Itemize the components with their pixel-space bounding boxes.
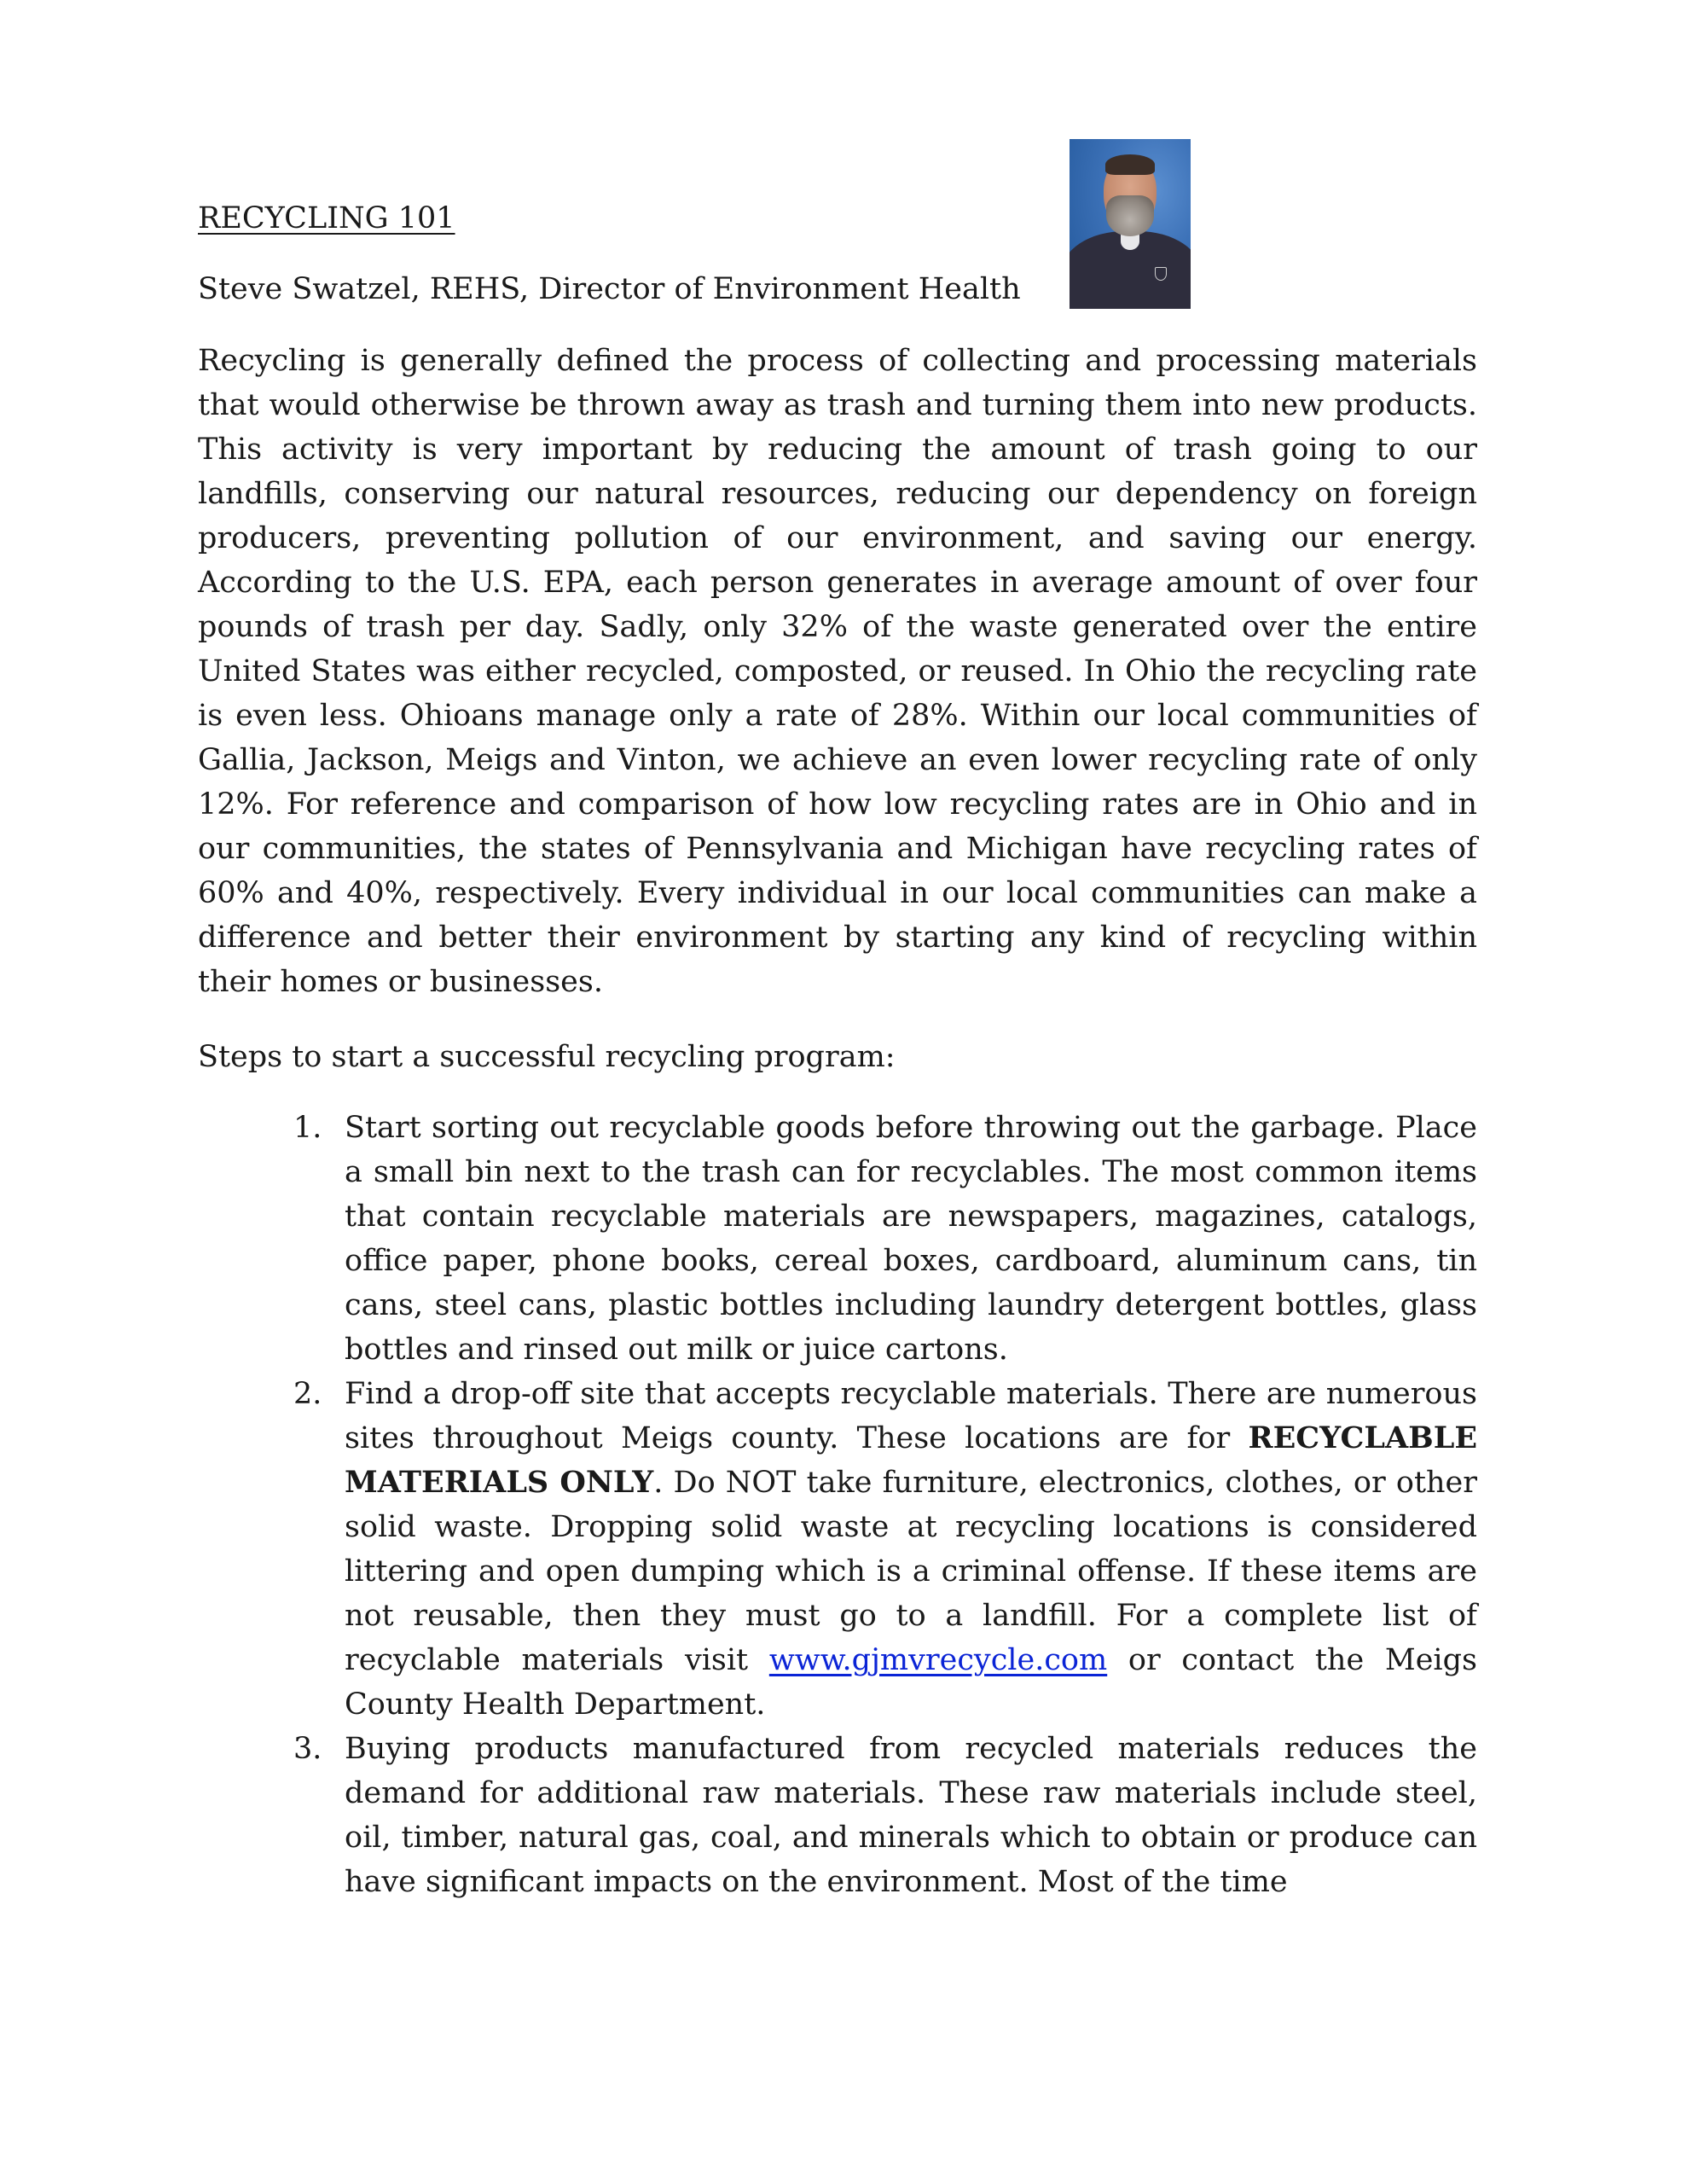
step-number: 2. (293, 1377, 322, 1411)
list-item (198, 1106, 1477, 1372)
steps-list (198, 1106, 1477, 1904)
author-byline: Steve Swatzel, REHS, Director of Environment Health (198, 272, 1021, 306)
steps-intro: Steps to start a successful recycling program: (198, 1040, 896, 1074)
photo-beard (1106, 195, 1154, 236)
step-text: Find a drop-off site that accepts recyclable materials. There are numerous sites throughout Meigs county. These locations are for (345, 1377, 1477, 1455)
recycle-website-link[interactable]: www.gjmvrecycle.com (768, 1643, 1108, 1677)
step-text-bold: RECYCLABLE MATERIALS ONLY (345, 1420, 1477, 1500)
document-title: RECYCLING 101 (198, 201, 455, 235)
shirt-emblem-icon (1155, 267, 1167, 281)
step-number: 3. (293, 1732, 322, 1766)
step-text: . Do NOT take furniture, electronics, clothes, or other solid waste. Dropping solid waste at recycling locations is considered littering and open dumping which is a criminal offense. If these items are not reusable, then they must go to a landfill. For a complete list of recyclable materials visit (345, 1466, 1477, 1677)
list-item (198, 1727, 1477, 1904)
step-number: 1. (293, 1111, 322, 1145)
author-photo (1070, 139, 1191, 309)
step-text: or contact the Meigs County Health Department. (345, 1643, 1477, 1722)
intro-paragraph: Recycling is generally defined the process of collecting and processing materials that would otherwise be thrown away as trash and turning them into new products. This activity is very important by reducing the amount of trash going to our landfills, conserving our natural resources, reducing our dependency on foreign producers, preventing pollution of our environment, and saving our energy. According to the U.S. EPA, each person generates in average amount of over four pounds of trash per day. Sadly, only 32% of the waste generated over the entire United States was either recycled, composted, or reused. In Ohio the recycling rate is even less. Ohioans manage only a rate of 28%. Within our local communities of Gallia, Jackson, Meigs and Vinton, we achieve an even lower recycling rate of only 12%. For reference and comparison of how low recycling rates are in Ohio and in our communities, the states of Pennsylvania and Michigan have recycling rates of 60% and 40%, respectively. Every individual in our local communities can make a difference and better their environment by starting any kind of recycling within their homes or businesses. (198, 344, 1477, 999)
list-item (198, 1372, 1477, 1727)
photo-hair (1105, 154, 1155, 175)
step-text: Start sorting out recyclable goods before throwing out the garbage. Place a small bin next to the trash can for recyclables. The most common items that contain recyclable materials are newspapers, magazines, catalogs, office paper, phone books, cereal boxes, cardboard, aluminum cans, tin cans, steel cans, plastic bottles including laundry detergent bottles, glass bottles and rinsed out milk or juice cartons. (345, 1111, 1477, 1367)
step-text: Buying products manufactured from recycled materials reduces the demand for additional raw materials. These raw materials include steel, oil, timber, natural gas, coal, and minerals which to obtain or produce can have significant impacts on the environment. Most of the time (345, 1732, 1477, 1899)
